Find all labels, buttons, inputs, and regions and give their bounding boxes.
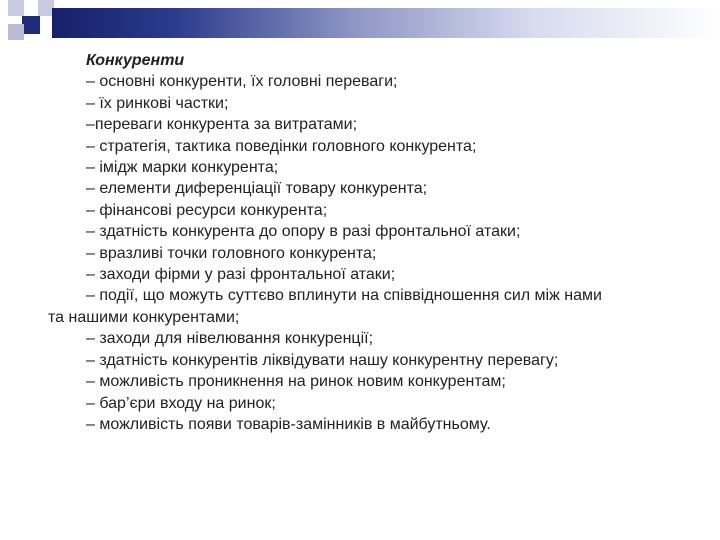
- list-item: – імідж марки конкурента;: [86, 159, 279, 177]
- list-item: – фінансові ресурси конкурента;: [86, 201, 328, 219]
- list-item: – стратегія, тактика поведінки головного конкурента;: [86, 137, 477, 155]
- decor-square-icon: [8, 0, 24, 16]
- list-item: – заходи для нівелювання конкуренції;: [86, 330, 374, 348]
- list-item: – основні конкуренти, їх головні переваги;: [86, 73, 398, 91]
- list-item: – елементи диференціації товару конкурента;: [86, 180, 428, 198]
- list-item: – бар’єри входу на ринок;: [86, 394, 276, 412]
- list-item: – події, що можуть суттєво вплинути на співвідношення сил між нами: [86, 287, 602, 305]
- decor-square-icon: [8, 24, 24, 40]
- decor-square-icon: [22, 16, 40, 34]
- list-item: –переваги конкурента за витратами;: [86, 116, 358, 134]
- list-item: – здатність конкурента до опору в разі фронтальної атаки;: [86, 223, 521, 241]
- list-item: – можливість появи товарів-замінників в майбутньому.: [86, 415, 491, 433]
- list-item: – їх ринкові частки;: [86, 94, 229, 112]
- header-gradient-bar: [52, 8, 720, 38]
- slide-heading: Конкуренти: [86, 52, 185, 69]
- list-item: – можливість проникнення на ринок новим конкурентам;: [86, 373, 506, 391]
- slide-body: [48, 50, 688, 435]
- list-item: – заходи фірми у разі фронтальної атаки;: [86, 266, 396, 284]
- list-item: – вразливі точки головного конкурента;: [86, 244, 377, 262]
- list-item: – здатність конкурентів ліквідувати нашу конкурентну перевагу;: [86, 351, 559, 369]
- list-item-continuation: та нашими конкурентами;: [48, 308, 240, 326]
